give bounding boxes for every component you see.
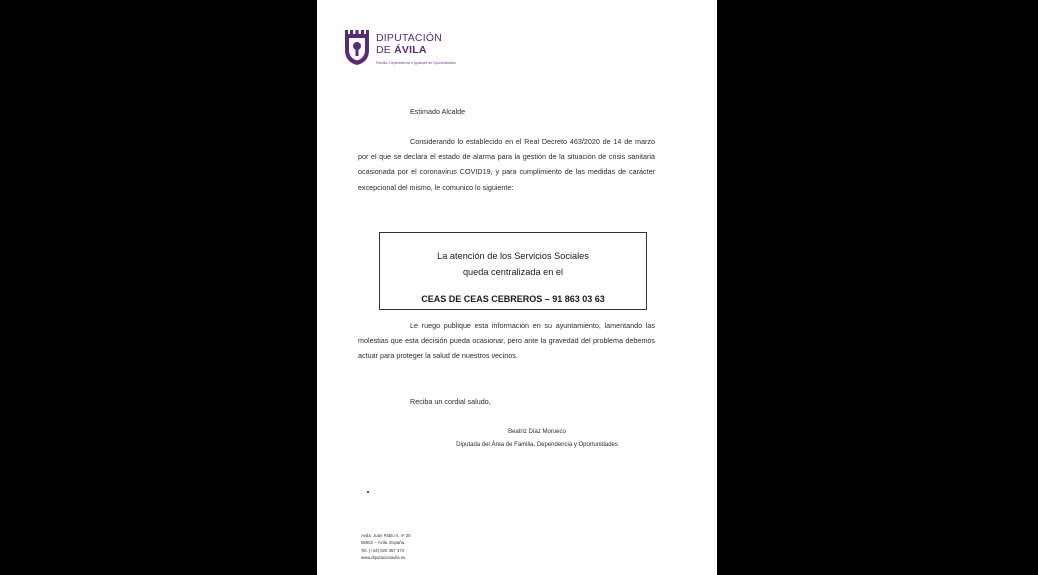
shield-crest-icon xyxy=(344,22,370,66)
logo-title xyxy=(376,32,442,56)
footer-line4: www.diputacionavila.es xyxy=(361,554,406,560)
logo-line2: DE ÁVILA xyxy=(376,44,427,56)
box-contact-line: CEAS DE CEAS CEBREROS – 91 863 03 63 xyxy=(421,294,605,304)
logo-tagline: Familia, Dependencia e Igualdad de Oportunidades xyxy=(376,61,456,65)
footer-line2: 05003 – Ávila. España. xyxy=(361,540,406,546)
footer-address xyxy=(361,532,411,561)
signer-name: Beatriz Díaz Morueco xyxy=(508,429,566,435)
logo-line1: DIPUTACIÓN xyxy=(376,32,442,44)
box-line2: queda centralizada en el xyxy=(462,267,564,277)
letter-page xyxy=(317,0,717,575)
scan-dot xyxy=(367,491,369,493)
signer-title: Diputada del Área de Familia, Dependencia y Oportunidades xyxy=(456,442,618,448)
closing: Reciba un cordial saludo, xyxy=(410,397,491,406)
footer-line3: Tel. (+34) 920 357 474 xyxy=(361,547,405,553)
footer-line1: Avda. Juan Pablo II, nº 20 xyxy=(361,533,411,538)
paragraph-request: Le ruego publique esta información en su ayuntamiento, lamentando las molestias que esta decisión pueda ocasionar, pero ante la gravedad del problema debemos actuar para proteger la salud de nuestros vecinos. xyxy=(358,321,655,361)
box-line1: La atención de los Servicios Sociales xyxy=(437,251,589,261)
greeting: Estimado Alcalde xyxy=(410,107,466,116)
highlight-box xyxy=(379,232,647,310)
diputacion-logo xyxy=(344,22,504,68)
logo-line2-bold: ÁVILA xyxy=(394,44,427,56)
paragraph-intro: Considerando lo establecido en el Real Decreto 463/2020 de 14 de marzo por el que se declara el estado de alarma para la gestión de la situación de crisis sanitaria ocasionada por el coronavirus COVID19, y para cumplimiento de las medidas de carácter excepcional del mismo, le comunico lo siguiente: xyxy=(358,137,655,192)
